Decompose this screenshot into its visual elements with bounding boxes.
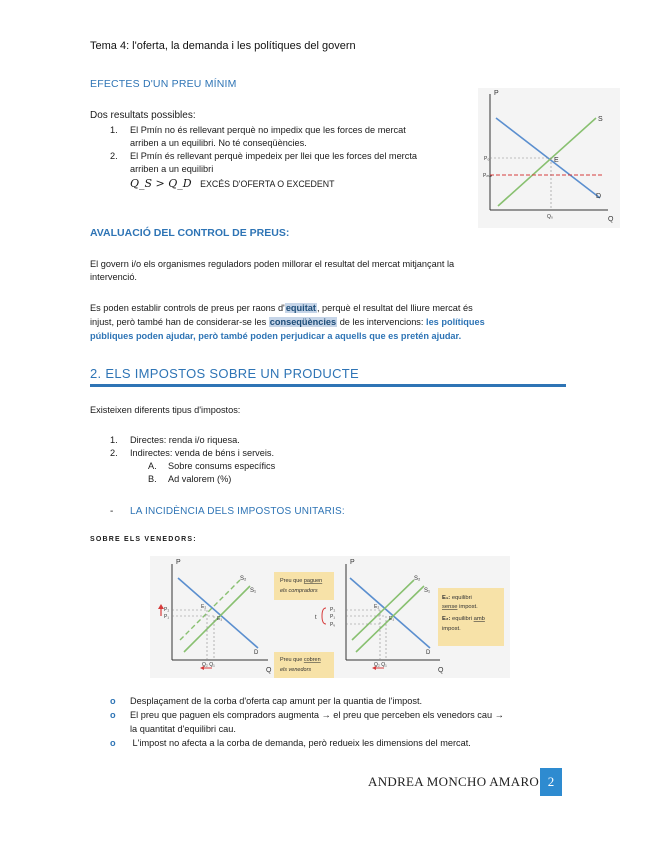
- p-axis-label: P: [350, 559, 355, 566]
- section-title-min-price: EFECTES D'UN PREU MÍNIM: [90, 78, 237, 90]
- demand-label: D: [596, 193, 602, 200]
- p1-label: P₁: [330, 614, 336, 620]
- section-divider: [90, 384, 566, 387]
- list-item: 1. Directes: renda i/o riquesa.: [110, 435, 240, 445]
- s2-label: S₂: [414, 576, 421, 582]
- list-item: o Desplaçament de la corba d'oferta cap amunt per la quantia de l'impost.: [110, 696, 423, 706]
- supply-label: S: [598, 116, 603, 123]
- list-item: 2. El Pmín és rellevant perquè impedeix per llei que les forces del mercta: [110, 151, 417, 161]
- list-item: o El preu que paguen els compradors augmenta → el preu que perceben els venedors cau →: [110, 710, 504, 720]
- surplus-formula: Q_S > Q_D: [130, 177, 192, 190]
- sellers-price-text: Preu que cobren: [280, 657, 321, 663]
- equity-highlight: equitat: [285, 303, 316, 313]
- incidence-title: LA INCIDÈNCIA DELS IMPOSTOS UNITARIS:: [130, 506, 345, 517]
- list-item: o L'impost no afecta a la corba de demanda, però redueix les dimensions del mercat.: [110, 738, 471, 748]
- e2-label: E₂: [201, 604, 207, 610]
- e2-label: E₂: [374, 604, 380, 610]
- equilibrium-label: E: [554, 157, 559, 164]
- q-axis-label: Q: [438, 667, 444, 674]
- buyers-price-text-2: els compradors: [280, 588, 318, 594]
- conclusion-bullets: o Desplaçament de la corba d'oferta cap amunt per la quantia de l'impost. o El preu que paguen els compradors augmenta → el preu que perceben els venedors cau → la quantitat d'equilibri cau. o L'impost no afecta a la corba de demanda, però redueix les dimensions del mercat.: [110, 694, 570, 750]
- list-subitem: A. Sobre consums específics: [148, 461, 276, 471]
- pv-label: Pᵥ: [330, 622, 335, 628]
- author-name: ANDREA MONCHO AMARO: [368, 774, 540, 789]
- min-price-intro: Dos resultats possibles:: [90, 110, 196, 121]
- p2-label: P₂: [164, 607, 170, 613]
- q-labels: Q₂ Q₁: [374, 662, 387, 668]
- page-number: 2: [540, 768, 562, 796]
- min-price-graph: [478, 88, 620, 228]
- pmin-label: Pₘᵢₙ: [483, 173, 493, 179]
- s1-label: S₁: [424, 588, 431, 594]
- sellers-price-text-2: els venedors: [280, 667, 312, 673]
- list-subitem: B. Ad valorem (%): [148, 474, 232, 484]
- s2-label: S₂: [240, 576, 247, 582]
- q-axis-label: Q: [608, 216, 614, 223]
- p0-label: P₀: [484, 156, 490, 162]
- taxes-list: [110, 434, 275, 486]
- e1-label: E₁: [217, 616, 223, 622]
- tax-graph-right: [340, 556, 510, 678]
- q0-label: Q₀: [547, 214, 553, 220]
- taxes-intro: Existeixen diferents tipus d'impostos:: [90, 405, 241, 415]
- demand-label: D: [254, 650, 259, 656]
- surplus-note: EXCÉS D'OFERTA O EXCEDENT: [200, 179, 335, 189]
- legend-e2-line1: E₂: equilibri amb: [442, 616, 485, 622]
- p-axis-label: P: [494, 90, 499, 97]
- p1-label: P₁: [164, 614, 170, 620]
- buyers-price-box: [274, 572, 334, 600]
- buyers-price-text: Preu que paguen: [280, 578, 323, 584]
- min-price-list: 1. El Pmín no és rellevant perquè no impedix que les forces de mercat arriben a un equilibri. No té conseqüències. 2. El Pmín és rellevant perquè impedeix per llei que les forces del mercta arriben a un equilibri Q_S > Q_D EXCÉS D'OFERTA O EXCEDENT: [110, 124, 470, 191]
- evaluation-paragraph-1: El govern i/o els organismes reguladors poden millorar el resultat del mercat mitjançant la intervenció.: [90, 259, 455, 282]
- p-axis-label: P: [176, 559, 181, 566]
- s1-label: S₁: [250, 588, 257, 594]
- e1-label: E₁: [389, 616, 395, 622]
- p2-label: P₂: [330, 607, 336, 613]
- evaluation-paragraph-2: Es poden establir controls de preus per raons d'equitat, perquè el resultat del lliure mercat és injust, però també han de considerar-se les conseqüències de les intervencions: les polítiques públiques poden ajudar, però també poden perjudicar a aquells que es pretén ajudar.: [90, 303, 485, 341]
- legend-e1-line1: E₁: equilibri: [442, 595, 472, 601]
- q-labels: Q₂ Q₁: [202, 662, 215, 668]
- legend-e1-line2: sense impost.: [442, 604, 478, 610]
- legend-e2-line2: impost.: [442, 626, 461, 632]
- sellers-label: SOBRE ELS VENEDORS:: [90, 536, 197, 543]
- q-axis-label: Q: [266, 667, 272, 674]
- page-header: Tema 4: l'oferta, la demanda i les polítiques del govern: [90, 40, 356, 52]
- incidence-dash: -: [110, 506, 114, 517]
- sellers-price-box: [274, 652, 334, 678]
- demand-label: D: [426, 650, 431, 656]
- tax-graph-right-price-labels: [312, 600, 342, 634]
- list-item: 2. Indirectes: venda de béns i serveis.: [110, 448, 275, 458]
- section-title-taxes: 2. ELS IMPOSTOS SOBRE UN PRODUCTE: [90, 366, 359, 381]
- section-title-evaluation: AVALUACIÓ DEL CONTROL DE PREUS:: [90, 227, 290, 239]
- list-item: 1. El Pmín no és rellevant perquè no impedix que les forces de mercat: [110, 125, 406, 135]
- tax-label: t: [315, 615, 317, 621]
- consequences-highlight: conseqüències: [269, 317, 337, 327]
- tax-brace: [322, 608, 326, 624]
